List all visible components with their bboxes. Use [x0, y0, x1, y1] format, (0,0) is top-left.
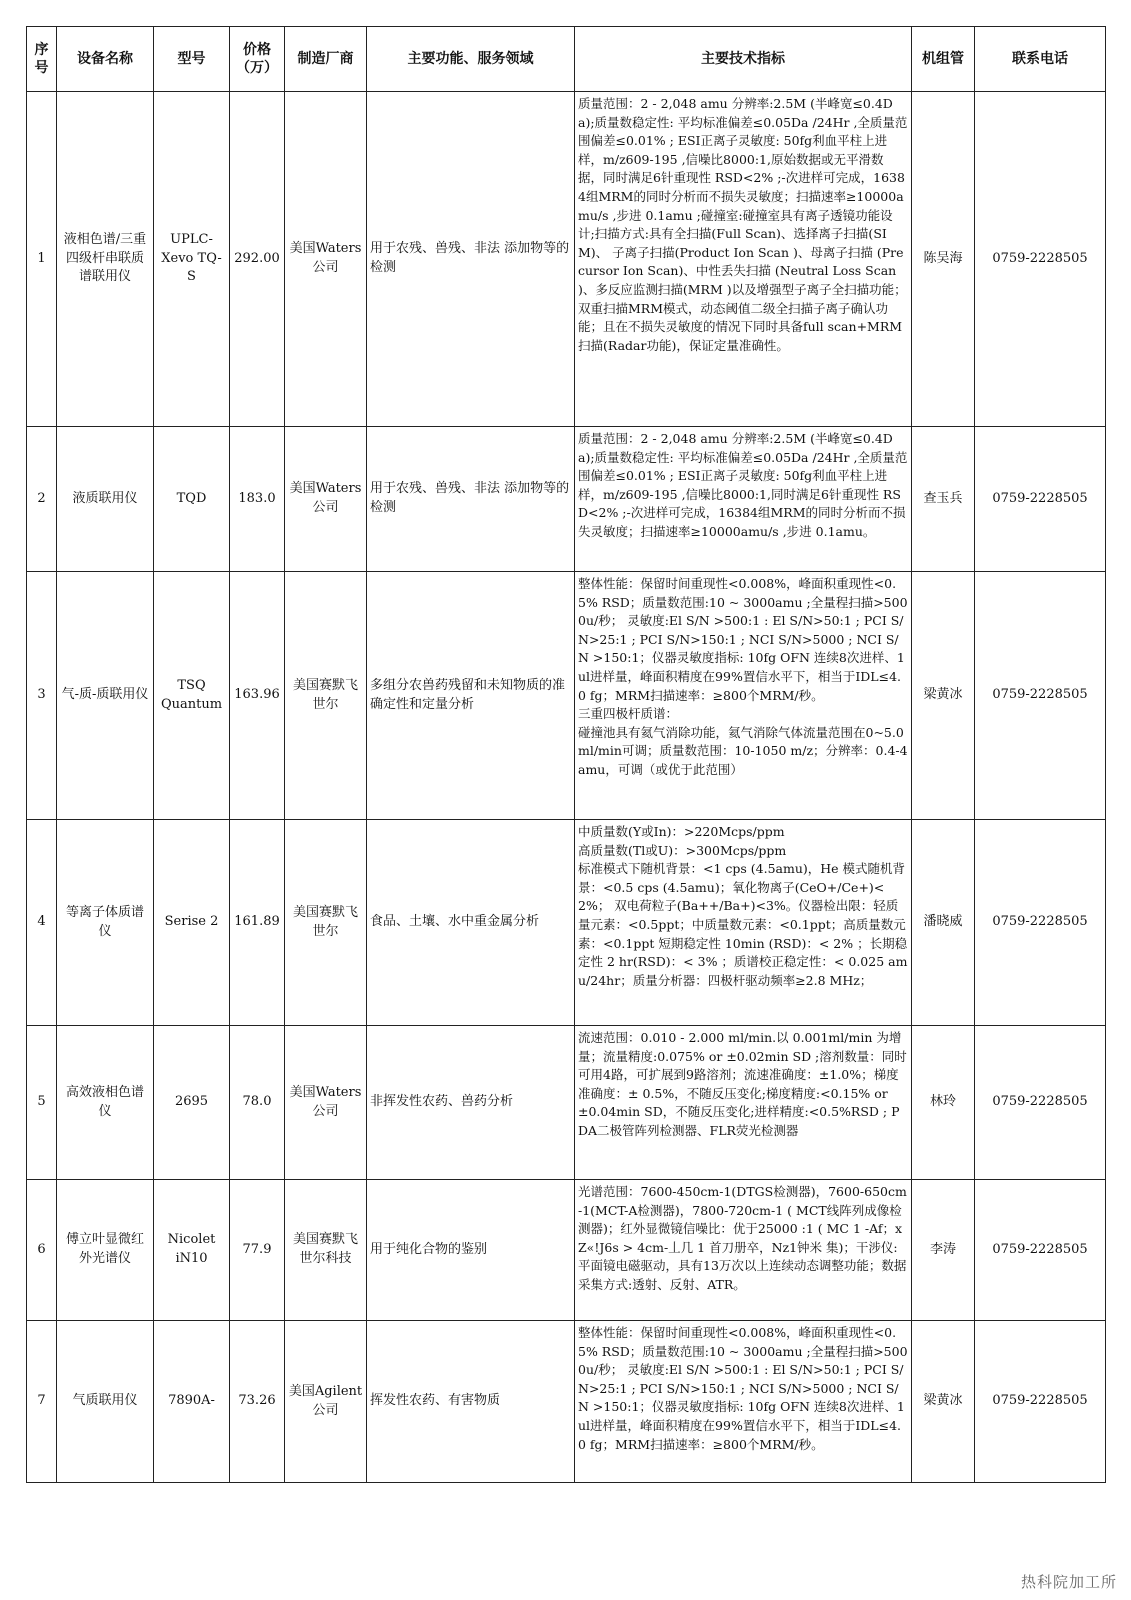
cell-function: 用于农残、兽残、非法 添加物等的检测	[367, 92, 575, 427]
cell-manager: 林玲	[912, 1026, 975, 1180]
cell-price: 78.0	[230, 1026, 285, 1180]
cell-specs: 流速范围：0.010 - 2.000 ml/min.以 0.001ml/min 为增量；流量精度:0.075% or ±0.02min SD ;溶剂数量：同时可用4路，可扩展到9路溶剂；流速准确度：±1.0%；梯度准确度：± 0.5%，不随反压变化;梯度精度:<0.15% or ±0.04min SD，不随反压变化;进样精度:<0.5%RSD ; PDA二极管阵列检测器、FLR荧光检测器	[575, 1026, 912, 1180]
table-row	[27, 820, 1106, 1026]
cell-phone: 0759-2228505	[975, 820, 1106, 1026]
cell-maker: 美国赛默飞世尔	[285, 572, 367, 820]
cell-maker: 美国Waters公司	[285, 92, 367, 427]
col-header-price: 价格（万）	[230, 27, 285, 92]
equipment-table	[26, 26, 1106, 1483]
cell-maker: 美国Waters公司	[285, 427, 367, 572]
table-row	[27, 1026, 1106, 1180]
cell-name: 傅立叶显微红外光谱仪	[57, 1180, 154, 1321]
cell-no: 5	[27, 1026, 57, 1180]
col-header-name: 设备名称	[57, 27, 154, 92]
cell-no: 4	[27, 820, 57, 1026]
cell-specs: 光谱范围：7600-450cm-1(DTGS检测器)，7600-650cm-1(MCT-A检测器)，7800-720cm-1 ( MCT线阵列成像检测器)；红外显微镜信噪比：优于25000 :1 ( MC 1 -Af；xZ«!J6s > 4cm-丄几 1 首刀册卒，Nz1钟米 集)；干涉仪:平面镜电磁驱动，具有13万次以上连续动态调整功能；数据采集方式:透射、反射、ATR。	[575, 1180, 912, 1321]
cell-specs: 整体性能：保留时间重现性<0.008%，峰面积重现性<0.5% RSD；质量数范围:10 ~ 3000amu ;全量程扫描>5000u/秒； 灵敏度:El S/N >500:1 : El S/N>50:1 ; PCI S/N>25:1 ; PCI S/N>150:1 ; NCI S/N>5000 ; NCI S/N >150:1；仪器灵敏度指标: 10fg OFN 连续8次进样、1ul进样量，峰面积精度在99%置信水平下，相当于IDL≤4.0 fg；MRM扫描速率：≥800个MRM/秒。 三重四极杆质谱： 碰撞池具有氦气消除功能，氦气消除气体流量范围在0~5.0 ml/min可调；质量数范围：10-1050 m/z；分辨率：0.4-4amu，可调（或优于此范围）	[575, 572, 912, 820]
cell-function: 食品、土壤、水中重金属分析	[367, 820, 575, 1026]
cell-no: 6	[27, 1180, 57, 1321]
cell-function: 挥发性农药、有害物质	[367, 1321, 575, 1483]
cell-manager: 潘晓威	[912, 820, 975, 1026]
cell-function: 用于农残、兽残、非法 添加物等的检测	[367, 427, 575, 572]
cell-maker: 美国Agilent公司	[285, 1321, 367, 1483]
cell-model: UPLC-Xevo TQ-S	[154, 92, 230, 427]
cell-price: 292.00	[230, 92, 285, 427]
cell-manager: 陈吴海	[912, 92, 975, 427]
cell-model: Nicolet iN10	[154, 1180, 230, 1321]
cell-manager: 梁黄冰	[912, 1321, 975, 1483]
col-header-specs: 主要技术指标	[575, 27, 912, 92]
cell-no: 1	[27, 92, 57, 427]
cell-price: 73.26	[230, 1321, 285, 1483]
cell-no: 2	[27, 427, 57, 572]
cell-function: 非挥发性农药、兽药分析	[367, 1026, 575, 1180]
table-row	[27, 427, 1106, 572]
cell-specs: 质量范围：2 - 2,048 amu 分辨率:2.5M (半峰宽≤0.4Da);质量数稳定性: 平均标准偏差≤0.05Da /24Hr ,全质量范围偏差≤0.01% ; ESI正离子灵敏度: 50fg利血平柱上进样，m/z609-195 ,信噪比8000:1,原始数据或无平滑数据，同时满足6针重现性 RSD<2% ;-次进样可完成，16384组MRM的同时分析而不损失灵敏度；扫描速率≥10000amu/s ,步进 0.1amu ;碰撞室:碰撞室具有离子透镜功能设计;扫描方式:具有全扫描(Full Scan)、选择离子扫描(SIM)、 子离子扫描(Product Ion Scan )、母离子扫描 (Precursor Ion Scan)、中性丢失扫描 (Neutral Loss Scan )、多反应监测扫描(MRM )以及增强型子离子全扫描功能；双重扫描MRM模式，动态阈值二级全扫描子离子确认功能；且在不损失灵敏度的情况下同时具备full scan+MRM扫描(Radar功能)，保证定量准确性。	[575, 92, 912, 427]
cell-specs: 质量范围：2 - 2,048 amu 分辨率:2.5M (半峰宽≤0.4Da);质量数稳定性: 平均标准偏差≤0.05Da /24Hr ,全质量范围偏差≤0.01% ; ESI正离子灵敏度: 50fg利血平柱上进样，m/z609-195 ,信噪比8000:1,同时满足6针重现性 RSD<2% ;-次进样可完成，16384组MRM的同时分析而不损失灵敏度；扫描速率≥10000amu/s ,步进 0.1amu。	[575, 427, 912, 572]
cell-model: TSQ Quantum	[154, 572, 230, 820]
cell-name: 液相色谱/三重四级杆串联质谱联用仪	[57, 92, 154, 427]
cell-name: 气质联用仪	[57, 1321, 154, 1483]
cell-no: 3	[27, 572, 57, 820]
cell-model: 2695	[154, 1026, 230, 1180]
table-row	[27, 1321, 1106, 1483]
cell-name: 气-质-质联用仪	[57, 572, 154, 820]
col-header-phone: 联系电话	[975, 27, 1106, 92]
table-row	[27, 1180, 1106, 1321]
cell-phone: 0759-2228505	[975, 1180, 1106, 1321]
table-row	[27, 572, 1106, 820]
cell-price: 183.0	[230, 427, 285, 572]
cell-manager: 查玉兵	[912, 427, 975, 572]
cell-specs: 中质量数(Y或In)：>220Mcps/ppm 高质量数(Tl或U)：>300Mcps/ppm 标准模式下随机背景：<1 cps (4.5amu)，He 模式随机背景：<0.5 cps (4.5amu)；氧化物离子(CeO+/Ce+)<2%； 双电荷粒子(Ba++/Ba+)<3%。仪器检出限：轻质量元素：<0.5ppt；中质量数元素：<0.1ppt；高质量数元素：<0.1ppt 短期稳定性 10min (RSD)：< 2% ；长期稳定性 2 hr(RSD)：< 3% ；质谱校正稳定性：< 0.025 amu/24hr；质量分析器：四极杆驱动频率≥2.8 MHz；	[575, 820, 912, 1026]
cell-model: Serise 2	[154, 820, 230, 1026]
cell-phone: 0759-2228505	[975, 1026, 1106, 1180]
watermark-text: 热科院加工所	[1020, 1573, 1117, 1591]
cell-name: 液质联用仪	[57, 427, 154, 572]
cell-function: 多组分农兽药残留和未知物质的准确定性和定量分析	[367, 572, 575, 820]
header-row	[27, 27, 1106, 92]
cell-phone: 0759-2228505	[975, 1321, 1106, 1483]
col-header-manager: 机组管	[912, 27, 975, 92]
col-header-no: 序号	[27, 27, 57, 92]
cell-phone: 0759-2228505	[975, 427, 1106, 572]
cell-model: TQD	[154, 427, 230, 572]
col-header-function: 主要功能、服务领域	[367, 27, 575, 92]
cell-phone: 0759-2228505	[975, 572, 1106, 820]
cell-manager: 梁黄冰	[912, 572, 975, 820]
cell-phone: 0759-2228505	[975, 92, 1106, 427]
cell-price: 77.9	[230, 1180, 285, 1321]
cell-price: 163.96	[230, 572, 285, 820]
cell-function: 用于纯化合物的鉴别	[367, 1180, 575, 1321]
cell-specs: 整体性能：保留时间重现性<0.008%，峰面积重现性<0.5% RSD；质量数范围:10 ~ 3000amu ;全量程扫描>5000u/秒； 灵敏度:El S/N >500:1 : El S/N>50:1 ; PCI S/N>25:1 ; PCI S/N>150:1 ; NCI S/N>5000 ; NCI S/N >150:1；仪器灵敏度指标: 10fg OFN 连续8次进样、1ul进样量，峰面积精度在99%置信水平下，相当于IDL≤4.0 fg；MRM扫描速率：≥800个MRM/秒。	[575, 1321, 912, 1483]
cell-name: 等离子体质谱仪	[57, 820, 154, 1026]
cell-no: 7	[27, 1321, 57, 1483]
table-row	[27, 92, 1106, 427]
cell-name: 高效液相色谱仪	[57, 1026, 154, 1180]
cell-model: 7890A-	[154, 1321, 230, 1483]
cell-price: 161.89	[230, 820, 285, 1026]
col-header-model: 型号	[154, 27, 230, 92]
cell-manager: 李涛	[912, 1180, 975, 1321]
cell-maker: 美国Waters公司	[285, 1026, 367, 1180]
cell-maker: 美国赛默飞世尔	[285, 820, 367, 1026]
col-header-maker: 制造厂商	[285, 27, 367, 92]
cell-maker: 美国赛默飞世尔科技	[285, 1180, 367, 1321]
